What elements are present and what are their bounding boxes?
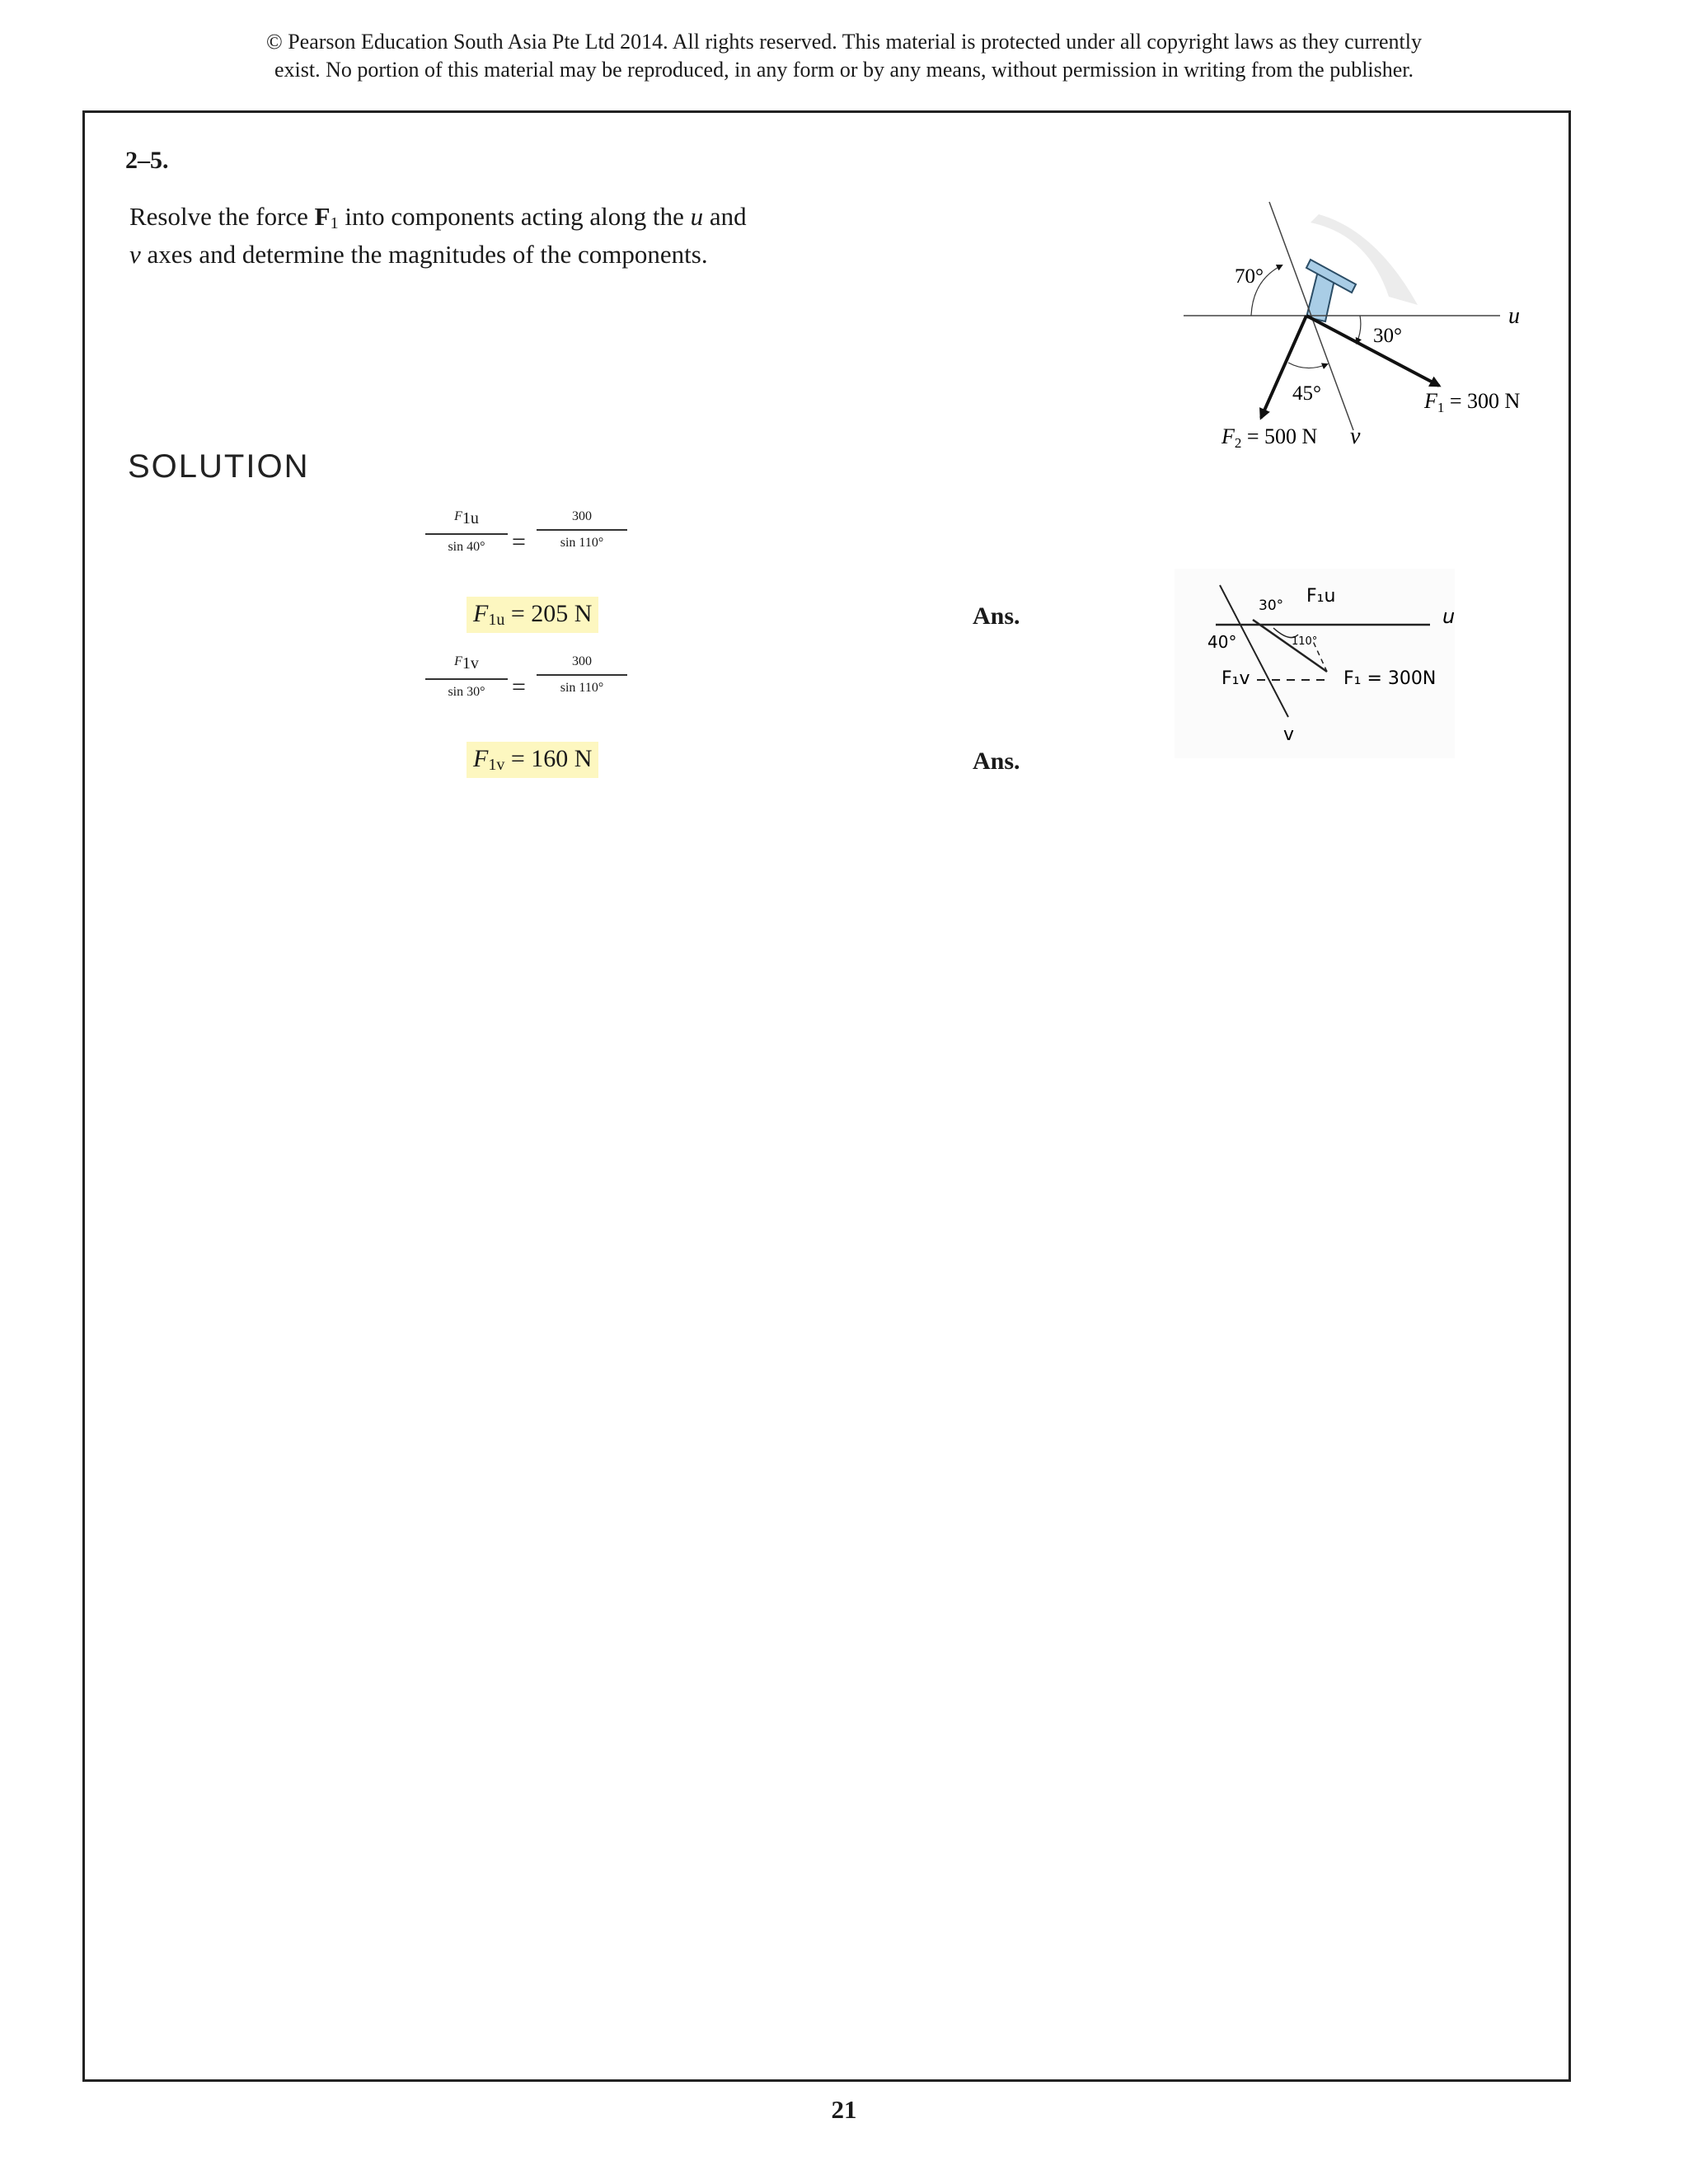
sketch-angle-40: 40°: [1207, 632, 1237, 652]
eq2-num-right: 300: [537, 654, 627, 676]
result-f1v: [467, 742, 598, 778]
result-f1u-sub: 1u: [488, 611, 505, 629]
f1-value: = 300 N: [1444, 389, 1521, 413]
f1-symbol: F: [1424, 389, 1437, 413]
eq2-equals: =: [512, 673, 526, 701]
f2-value: = 500 N: [1241, 424, 1318, 448]
copyright-line-2: exist. No portion of this material may be reproduced, in any form or by any means, without permission in writing from the publisher.: [274, 58, 1414, 82]
force-symbol: F: [314, 202, 331, 231]
result-f1v-value: = 160 N: [504, 745, 593, 772]
label-u-axis: u: [1508, 303, 1520, 329]
sketch-angle-30: 30°: [1259, 598, 1284, 614]
result-f1u-value: = 205 N: [504, 600, 593, 627]
eq1-equals: =: [512, 528, 526, 555]
sketch-f1: F₁ = 300N: [1343, 668, 1437, 689]
label-30: 30°: [1373, 325, 1402, 347]
eq1-num-right: 300: [537, 509, 627, 531]
result-f1u-symbol: F: [473, 600, 489, 627]
problem-statement: [129, 201, 789, 270]
axis-v-symbol: v: [129, 240, 141, 269]
label-45: 45°: [1292, 382, 1321, 405]
sketch-f1u: F₁u: [1306, 586, 1336, 607]
eq2-num-left-sub: 1v: [462, 654, 479, 673]
result-f1v-sub: 1v: [488, 756, 505, 774]
label-70: 70°: [1235, 265, 1264, 288]
arc-45: [1288, 363, 1327, 368]
sketch-u: u: [1442, 605, 1455, 628]
eq2-den-right: sin 110°: [560, 681, 604, 695]
eq2-left-fraction: [425, 654, 508, 700]
problem-number: 2–5.: [125, 147, 169, 174]
label-f2: [1221, 424, 1318, 451]
copyright-notice: [0, 28, 1688, 84]
eq1-den-left: sin 40°: [448, 540, 485, 554]
sketch-f1v: F₁v: [1221, 668, 1250, 689]
eq1-den-right: sin 110°: [560, 536, 604, 550]
statement-text-3: and: [703, 202, 747, 231]
statement-text-4: axes and determine the magnitudes of the components.: [140, 240, 708, 269]
f2-subscript: 2: [1234, 435, 1242, 451]
force-subscript: 1: [330, 214, 339, 232]
eq2-right-fraction: [537, 654, 627, 696]
eq1-num-left-symbol: F: [454, 509, 462, 523]
arc-30: [1357, 316, 1361, 343]
ans-label-2: Ans.: [973, 748, 1020, 775]
sketch-v: v: [1283, 724, 1295, 745]
statement-text-2: into components acting along the: [338, 202, 691, 231]
eq1-num-left-sub: 1u: [462, 509, 479, 527]
copyright-line-1: © Pearson Education South Asia Pte Ltd 2014. All rights reserved. This material is protected under all copyright laws as they currently: [265, 30, 1423, 54]
axis-u-symbol: u: [690, 202, 704, 231]
force-figure: [1170, 190, 1550, 470]
f1-subscript: 1: [1437, 400, 1445, 415]
eq1-right-fraction: [537, 509, 627, 551]
label-v-axis: v: [1350, 424, 1361, 449]
eq2-num-left-symbol: F: [454, 654, 462, 668]
eq2-den-left: sin 30°: [448, 685, 485, 699]
result-f1v-symbol: F: [473, 745, 489, 772]
solution-heading: SOLUTION: [128, 448, 310, 485]
hand-sketch: [1175, 569, 1455, 758]
page-number: 21: [831, 2095, 857, 2124]
label-f1: [1423, 389, 1521, 415]
eq1-left-fraction: [425, 509, 508, 555]
f2-symbol: F: [1221, 424, 1235, 448]
statement-text-1: Resolve the force: [129, 202, 315, 231]
result-f1u: [467, 597, 598, 633]
sketch-angle-110: 110°: [1292, 635, 1318, 648]
ans-label-1: Ans.: [973, 602, 1020, 630]
